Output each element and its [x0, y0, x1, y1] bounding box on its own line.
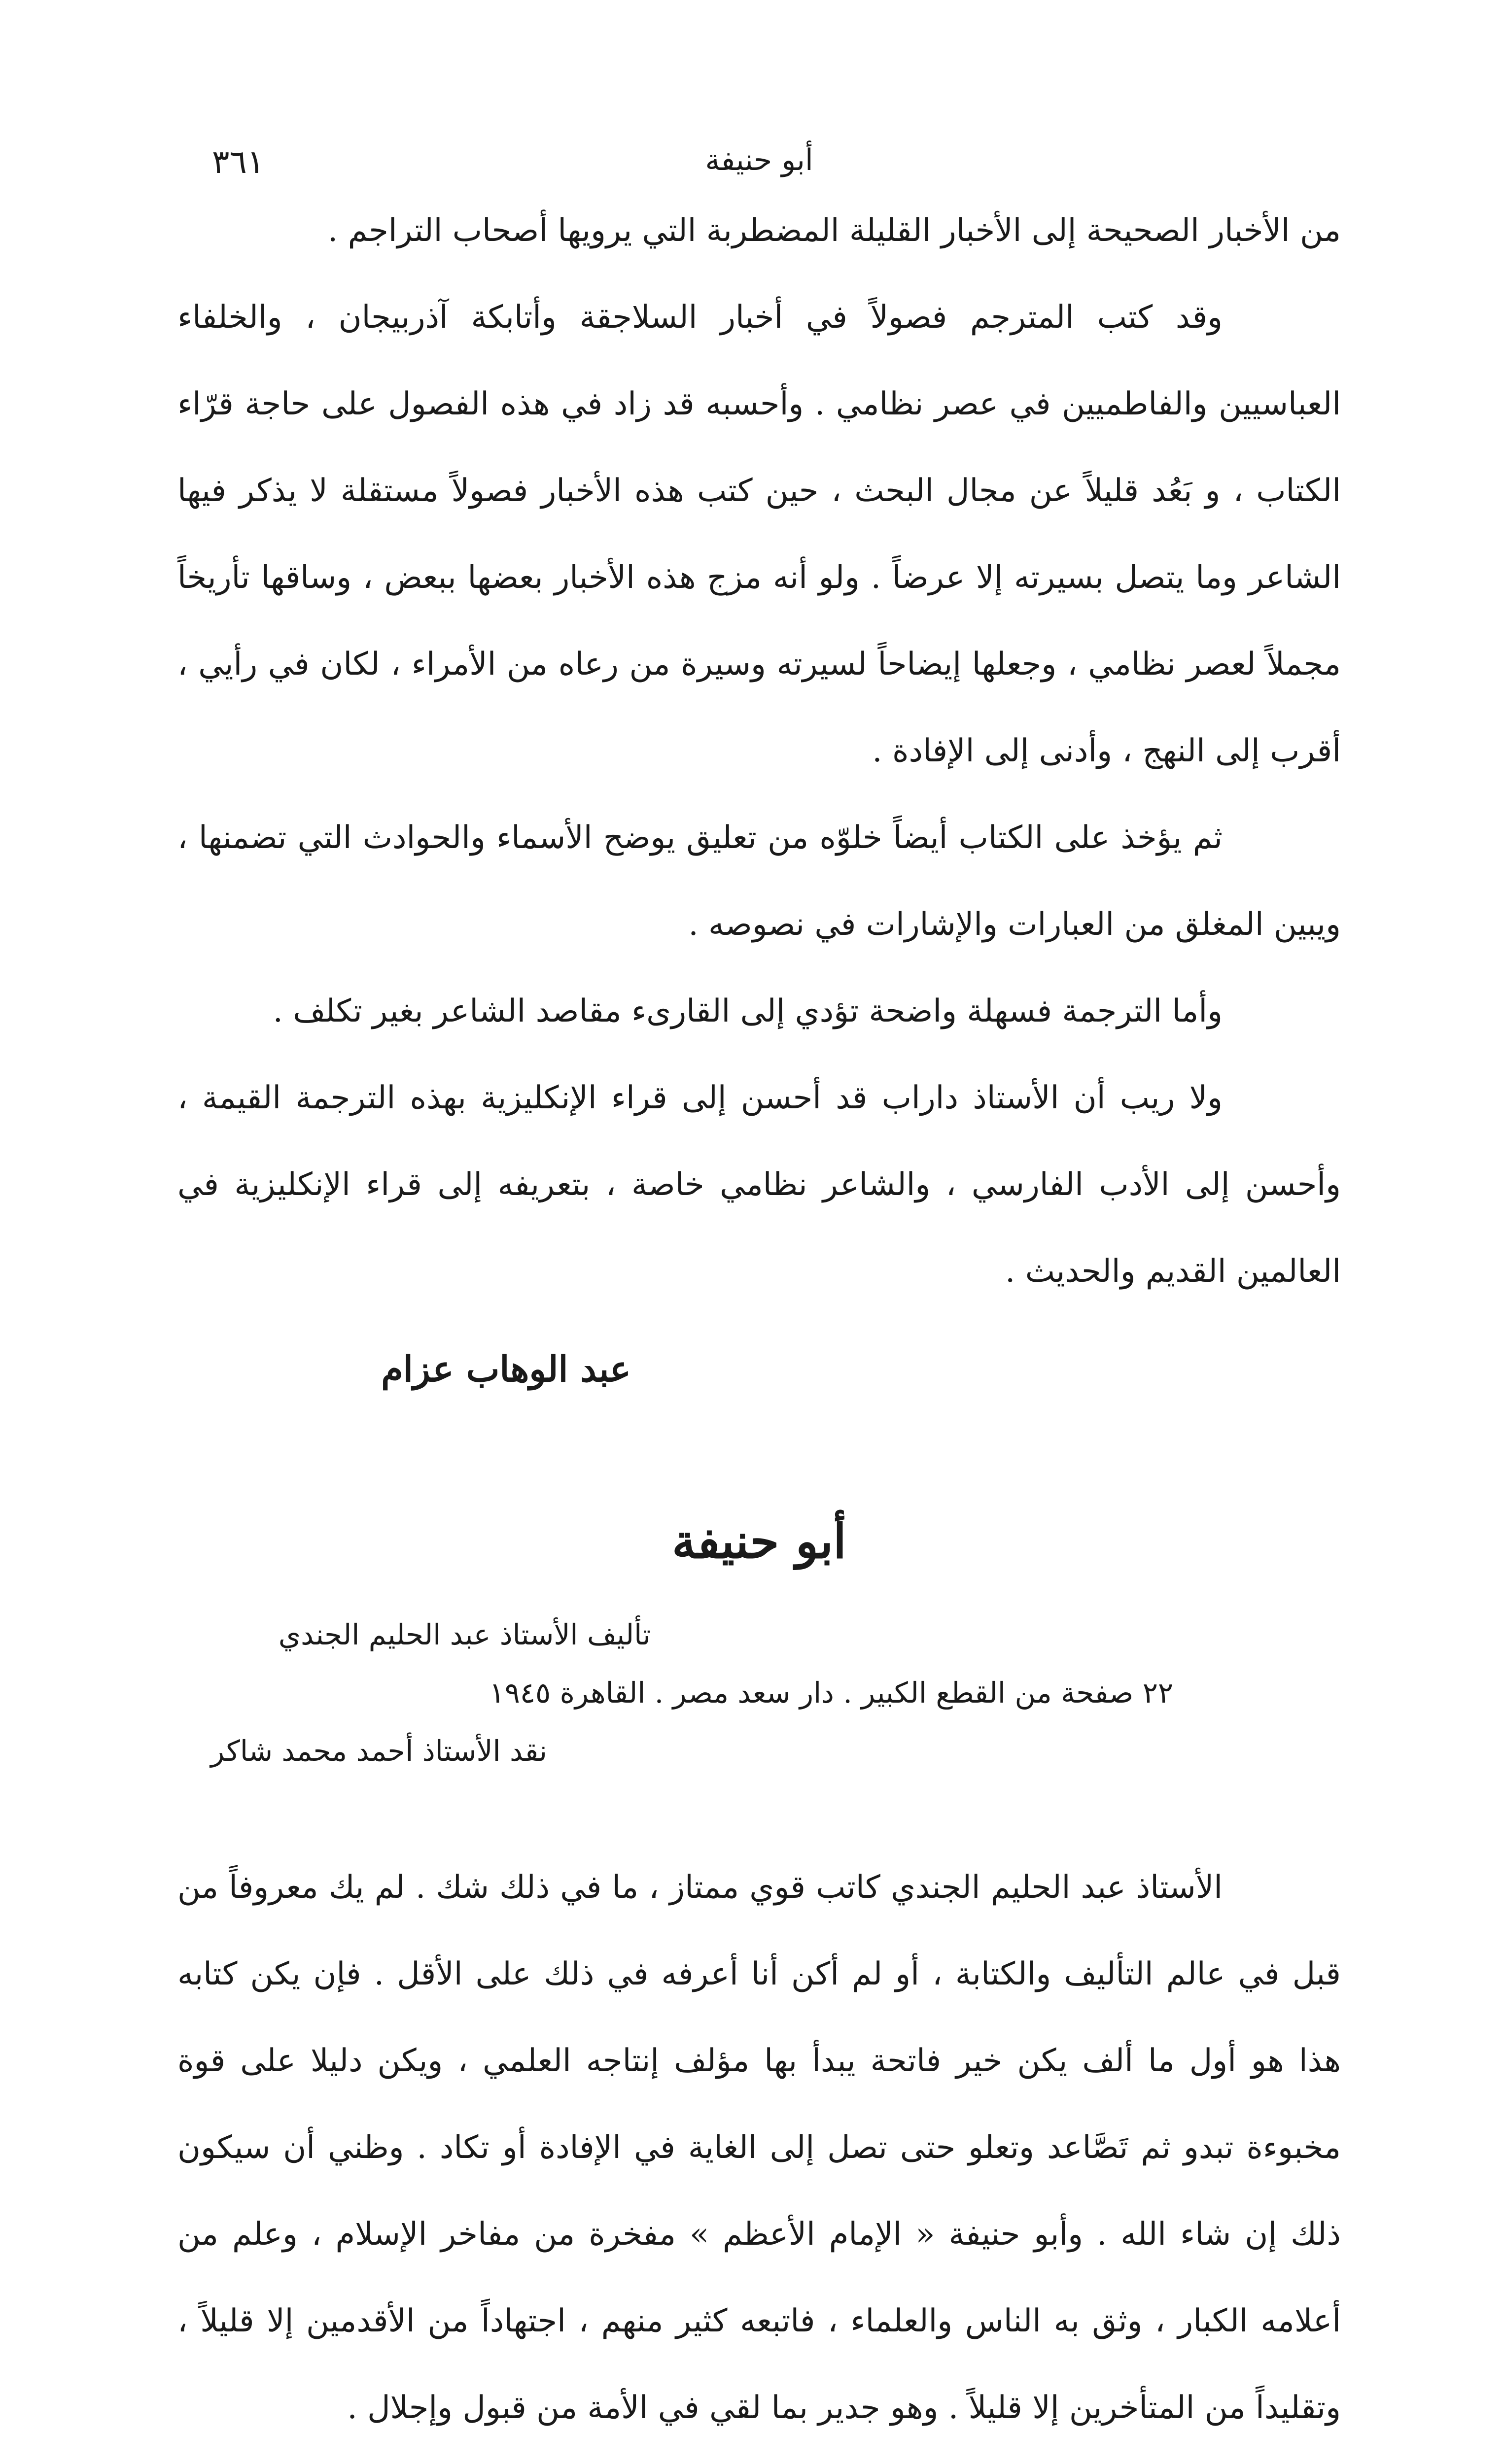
paragraph-2: وقد كتب المترجم فصولاً في أخبار السلاجقة وأتابكة آذربيجان ، والخلفاء العباسيين والفاطميين في عصر نظامي . وأحسبه قد زاد في هذه الفصول على حاجة قرّاء الكتاب ، و بَعُد قليلاً عن مجال البحث ، حين كتب هذه الأخبار فصولاً مستقلة لا يذكر فيها الشاعر وما يتصل بسيرته إلا عرضاً . ولو أنه مزج هذه الأخبار بعضها ببعض ، وساقها تأريخاً مجملاً لعصر نظامي ، وجعلها إيضاحاً لسيرته وسيرة من رعاه من الأمراء ، لكان في رأيي ، أقرب إلى النهج ، وأدنى إلى الإفادة . — [177, 299, 1341, 769]
critic-line: نقد الأستاذ أحمد محمد شاكر — [210, 1734, 547, 1768]
document-page — [177, 123, 1341, 2426]
paragraph-1: من الأخبار الصحيحة إلى الأخبار القليلة المضطربة التي يرويها أصحاب التراجم . — [327, 212, 1341, 249]
review-nizami-section — [177, 187, 1341, 1403]
paragraph-6: الأستاذ عبد الحليم الجندي كاتب قوي ممتاز ، ما في ذلك شك . لم يك معروفاً من قبل في عالم التأليف والكتابة ، أو لم أكن أنا أعرفه في ذلك على الأقل . فإن يكن كتابه هذا هو أول ما ألف يكن خير فاتحة يبدأ بها مؤلف إنتاجه العلمي ، ويكن دليلا على قوة مخبوءة تبدو ثم تَصَّاعد وتعلو حتى تصل إلى الغاية في الإفادة أو تكاد . وظني أن سيكون ذلك إن شاء الله . وأبو حنيفة « الإمام الأعظم » مفخرة من مفاخر الإسلام ، وعلم من أعلامه الكبار ، وثق به الناس والعلماء ، فاتبعه كثير منهم ، اجتهاداً من الأقدمين إلا قليلاً ، وتقليداً من المتأخرين إلا قليلاً . وهو جدير بما لقي في الأمة من قبول وإجلال . — [177, 1869, 1341, 2426]
article-title: أبو حنيفة — [672, 1513, 846, 1569]
paragraph-5: ولا ريب أن الأستاذ داراب قد أحسن إلى قراء الإنكليزية بهذه الترجمة القيمة ، وأحسن إلى الأدب الفارسي ، والشاعر نظامي خاصة ، بتعريفه إلى قراء الإنكليزية في العالمين القديم والحديث . — [177, 1080, 1341, 1290]
article-body — [177, 1844, 1341, 2464]
paragraph-7 — [177, 2451, 1341, 2464]
running-header — [177, 123, 1341, 187]
paragraph-4: وأما الترجمة فسهلة واضحة تؤدي إلى القارىء مقاصد الشاعر بغير تكلف . — [273, 993, 1223, 1029]
review-abu-hanifa-section — [177, 1507, 1341, 2464]
publication-line: ٢٢ صفحة من القطع الكبير . دار سعد مصر . القاهرة ١٩٤٥ — [489, 1676, 1173, 1710]
author-line: تأليف الأستاذ عبد الحليم الجندي — [278, 1618, 651, 1651]
running-title: أبو حنيفة — [705, 143, 813, 177]
reviewer-signature: عبد الوهاب عزام — [381, 1348, 631, 1390]
paragraph-3: ثم يؤخذ على الكتاب أيضاً خلوّه من تعليق يوضح الأسماء والحوادث التي تضمنها ، ويبين المغلق من العبارات والإشارات في نصوصه . — [177, 820, 1341, 943]
page-number: ٣٦١ — [212, 143, 265, 181]
